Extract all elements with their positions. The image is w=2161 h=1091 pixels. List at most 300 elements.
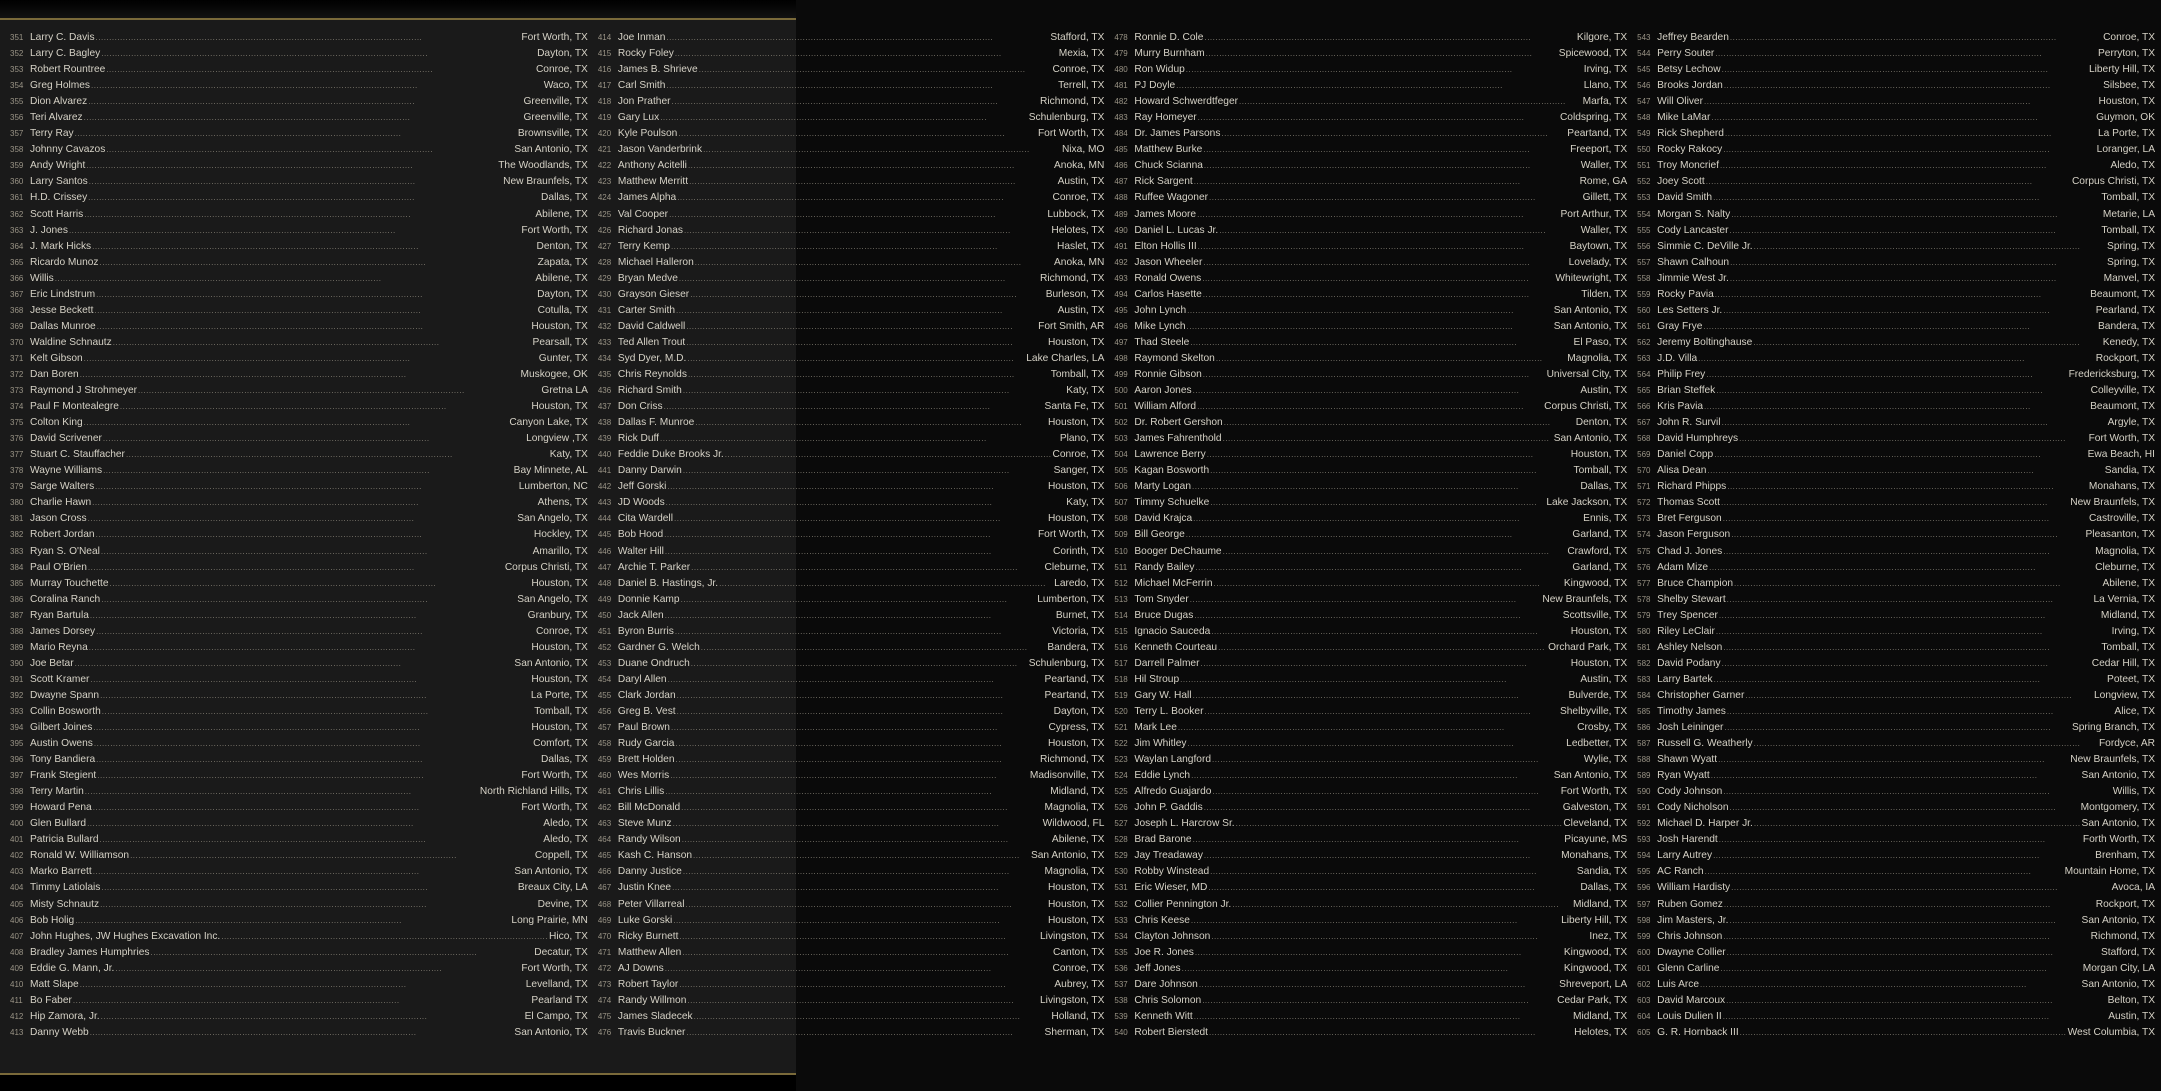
donor-name: Lawrence Berry xyxy=(1134,449,1206,461)
leader-dots xyxy=(1210,463,1572,479)
leader-dots xyxy=(1187,303,1553,319)
leader-dots xyxy=(1714,447,2086,463)
donor-location: New Braunfels, TX xyxy=(503,176,588,188)
donor-location: Fort Worth, TX xyxy=(1037,128,1105,140)
entry-number: 360 xyxy=(10,177,24,187)
donor-name: Ignacio Sauceda xyxy=(1134,625,1211,637)
leader-dots xyxy=(1192,479,1579,495)
entry-number: 393 xyxy=(10,706,24,716)
donor-name: Ricardo Munoz xyxy=(30,256,99,268)
leader-dots xyxy=(75,656,514,672)
donor-name: Adam Mize xyxy=(1657,561,1709,573)
leader-dots xyxy=(94,736,532,752)
donor-name: Daniel Copp xyxy=(1657,449,1714,461)
leader-dots xyxy=(100,255,537,271)
donor-name: Bo Faber xyxy=(30,994,72,1006)
donor-name: Rocky Foley xyxy=(617,48,674,60)
entry-number: 457 xyxy=(597,723,612,733)
entry-number: 605 xyxy=(1637,1027,1651,1037)
donor-location: Metarie, LA xyxy=(2102,208,2155,220)
donor-entry xyxy=(1114,768,1627,784)
entry-number: 384 xyxy=(10,562,24,572)
donor-entry xyxy=(1637,897,2155,913)
donor-location: Tomball, TX xyxy=(2101,192,2155,204)
entry-number: 375 xyxy=(10,418,24,428)
donor-entry xyxy=(10,46,588,62)
leader-dots xyxy=(84,110,523,126)
donor-name: Perry Souter xyxy=(1657,48,1715,60)
donor-location: Loranger, LA xyxy=(2096,144,2155,156)
donor-name: Tom Snyder xyxy=(1134,593,1189,605)
entry-number: 570 xyxy=(1637,466,1651,476)
leader-dots xyxy=(678,126,1037,142)
donor-location: Anoka, MN xyxy=(1054,160,1105,172)
donor-name: Russell G. Weatherly xyxy=(1657,738,1753,750)
donor-name: Ryan Wyatt xyxy=(1657,770,1710,782)
donor-entry xyxy=(1114,287,1627,303)
entry-number: 546 xyxy=(1637,81,1651,91)
donor-location: Dayton, TX xyxy=(537,288,588,300)
donor-location: Dayton, TX xyxy=(537,48,588,60)
donor-location: Tomball, TX xyxy=(1573,465,1628,477)
donor-name: Marty Logan xyxy=(1134,481,1192,493)
leader-dots xyxy=(84,351,538,367)
donor-name: Timmy Schuelke xyxy=(1134,497,1210,509)
donor-entry xyxy=(10,672,588,688)
donor-location: Richmond, TX xyxy=(2090,930,2155,942)
donor-name: Wayne Williams xyxy=(30,465,103,477)
donor-location: San Antonio, TX xyxy=(1553,770,1628,782)
donor-location: Holland, TX xyxy=(1051,1010,1105,1022)
donor-location: Aledo, TX xyxy=(543,834,588,846)
donor-name: Carl Smith xyxy=(617,80,666,92)
donor-entry xyxy=(598,592,1105,608)
leader-dots xyxy=(1194,608,1561,624)
donor-entry xyxy=(1114,495,1627,511)
entry-number: 391 xyxy=(10,674,24,684)
leader-dots xyxy=(1201,656,1570,672)
entry-number: 387 xyxy=(10,610,24,620)
entry-number: 567 xyxy=(1637,418,1651,428)
leader-dots xyxy=(1705,864,2064,880)
leader-dots xyxy=(87,816,542,832)
donor-location: San Antonio, TX xyxy=(2081,770,2155,782)
entry-number: 428 xyxy=(597,257,612,267)
entry-number: 514 xyxy=(1114,610,1128,620)
entry-number: 451 xyxy=(597,626,612,636)
donor-location: Houston, TX xyxy=(1570,657,1628,669)
entry-number: 532 xyxy=(1114,899,1128,909)
donor-entry xyxy=(598,62,1105,78)
entry-number: 480 xyxy=(1114,65,1128,75)
donor-location: Ledbetter, TX xyxy=(1566,738,1628,750)
donor-entry xyxy=(10,303,588,319)
donor-entry xyxy=(10,816,588,832)
entry-number: 381 xyxy=(10,514,24,524)
donor-entry xyxy=(1114,977,1627,993)
donor-location: Beaumont, TX xyxy=(2090,288,2155,300)
leader-dots xyxy=(101,592,516,608)
entry-number: 351 xyxy=(10,33,24,42)
donor-name: Dan Boren xyxy=(30,368,79,380)
donor-location: Helotes, TX xyxy=(1051,224,1105,236)
donor-name: Riley LeClair xyxy=(1657,625,1715,637)
donor-entry xyxy=(1637,415,2155,431)
entry-number: 563 xyxy=(1637,353,1651,363)
leader-dots xyxy=(1754,239,2106,255)
donor-name: Jason Cross xyxy=(30,513,87,525)
entry-number: 435 xyxy=(597,369,612,379)
donor-entry xyxy=(1637,848,2155,864)
entry-number: 454 xyxy=(597,674,612,684)
entry-number: 448 xyxy=(597,578,612,588)
donor-entry xyxy=(10,335,588,351)
donor-name: Robert Taylor xyxy=(617,978,679,990)
leader-dots xyxy=(689,174,1057,190)
entry-number: 446 xyxy=(597,546,612,556)
donor-location: Terrell, TX xyxy=(1058,80,1105,92)
donor-location: Gretna LA xyxy=(541,385,588,397)
donor-entry xyxy=(1114,929,1627,945)
donor-location: Dallas, TX xyxy=(1580,882,1628,894)
leader-dots xyxy=(86,158,497,174)
donor-location: El Campo, TX xyxy=(524,1010,588,1022)
donor-location: San Antonio, TX xyxy=(514,1026,588,1038)
top-border xyxy=(0,0,796,20)
leader-dots xyxy=(1711,110,2095,126)
entry-number: 600 xyxy=(1637,947,1651,957)
leader-dots xyxy=(101,880,516,896)
leader-dots xyxy=(1214,576,1563,592)
entry-number: 414 xyxy=(597,33,612,42)
leader-dots xyxy=(664,399,1044,415)
leader-dots xyxy=(1715,46,2097,62)
entry-number: 601 xyxy=(1637,963,1651,973)
leader-dots xyxy=(101,1009,524,1025)
entry-number: 560 xyxy=(1637,305,1651,315)
entry-number: 602 xyxy=(1637,979,1651,989)
entry-number: 404 xyxy=(10,883,24,893)
donor-name: Richard Jonas xyxy=(617,224,683,236)
donor-name: Anthony Acitelli xyxy=(617,160,687,172)
donor-location: Colleyville, TX xyxy=(2090,385,2155,397)
leader-dots xyxy=(1202,993,1556,1009)
donor-name: Josh Harendt xyxy=(1657,834,1718,846)
donor-name: Clark Jordan xyxy=(617,689,676,701)
entry-number: 455 xyxy=(597,690,612,700)
donor-entry xyxy=(10,495,588,511)
donor-location: Houston, TX xyxy=(1047,513,1105,525)
donor-location: San Antonio, TX xyxy=(2081,978,2155,990)
donor-location: Silsbee, TX xyxy=(2103,80,2155,92)
donor-entry xyxy=(1637,207,2155,223)
entry-number: 368 xyxy=(10,305,24,315)
donor-location: Fort Worth, TX xyxy=(521,770,588,782)
donor-location: Houston, TX xyxy=(531,320,588,332)
entry-number: 574 xyxy=(1637,530,1651,540)
donor-name: Mario Reyna xyxy=(30,641,88,653)
donor-name: David Krajca xyxy=(1134,513,1193,525)
donor-name: Eric Lindstrum xyxy=(30,288,96,300)
donor-location: Burleson, TX xyxy=(1045,288,1105,300)
donor-entry xyxy=(1637,784,2155,800)
donor-location: Houston, TX xyxy=(1047,481,1105,493)
donor-name: David Podany xyxy=(1657,657,1721,669)
donor-entry xyxy=(10,720,588,736)
donor-name: Duane Ondruch xyxy=(617,657,690,669)
leader-dots xyxy=(69,223,520,239)
entry-number: 441 xyxy=(597,466,612,476)
donor-entry xyxy=(10,479,588,495)
leader-dots xyxy=(694,1009,1051,1025)
entry-number: 549 xyxy=(1637,129,1651,139)
entry-number: 522 xyxy=(1114,739,1128,749)
donor-name: Booger DeChaume xyxy=(1134,545,1222,557)
donor-entry xyxy=(598,174,1105,190)
leader-dots xyxy=(671,239,1056,255)
leader-dots xyxy=(682,945,1052,961)
leader-dots xyxy=(665,784,1049,800)
donor-entry xyxy=(10,688,588,704)
donor-entry xyxy=(10,640,588,656)
leader-dots xyxy=(1714,672,2106,688)
donor-entry xyxy=(1637,880,2155,896)
donor-name: Patricia Bullard xyxy=(30,834,99,846)
donor-location: Victoria, TX xyxy=(1052,625,1105,637)
donor-name: AJ Downs xyxy=(617,962,664,974)
donor-name: Les Setters Jr. xyxy=(1657,304,1723,316)
entry-number: 545 xyxy=(1637,65,1651,75)
donor-entry xyxy=(598,977,1105,993)
donor-entry xyxy=(1114,303,1627,319)
donor-name: James Moore xyxy=(1134,208,1197,220)
donor-name: Dion Alvarez xyxy=(30,96,88,108)
leader-dots xyxy=(1723,640,2100,656)
donor-name: Matt Slape xyxy=(30,978,79,990)
donor-entry xyxy=(10,945,588,961)
entry-number: 458 xyxy=(597,739,612,749)
donor-entry xyxy=(10,158,588,174)
donor-location: Muskogee, OK xyxy=(520,368,588,380)
donor-name: Clayton Johnson xyxy=(1134,930,1211,942)
entry-number: 403 xyxy=(10,867,24,877)
donor-name: Greg B. Vest xyxy=(617,705,676,717)
entry-number: 453 xyxy=(597,658,612,668)
donor-entry xyxy=(598,351,1105,367)
leader-dots xyxy=(1212,752,1583,768)
entry-number: 361 xyxy=(10,193,24,203)
leader-dots xyxy=(1224,415,1575,431)
entry-number: 421 xyxy=(597,145,612,155)
donor-entry xyxy=(10,576,588,592)
donor-name: Johnny Cavazos xyxy=(30,144,106,156)
donor-location: Denton, TX xyxy=(1575,417,1628,429)
entry-number: 536 xyxy=(1114,963,1128,973)
leader-dots xyxy=(1727,479,2088,495)
entry-number: 429 xyxy=(597,273,612,283)
donor-entry xyxy=(598,688,1105,704)
leader-dots xyxy=(1719,832,2082,848)
donor-location: Midland, TX xyxy=(1572,1010,1628,1022)
leader-dots xyxy=(1700,977,2081,993)
donor-location: Cleburne, TX xyxy=(2095,561,2155,573)
donor-name: Marko Barrett xyxy=(30,866,92,878)
donor-name: Matthew Merritt xyxy=(617,176,689,188)
donor-location: Richmond, TX xyxy=(1040,96,1105,108)
leader-dots xyxy=(1209,1025,1573,1041)
entry-number: 491 xyxy=(1114,241,1128,251)
donor-entry xyxy=(10,624,588,640)
donor-location: Burnet, TX xyxy=(1055,609,1105,621)
donor-name: Mike Lynch xyxy=(1134,320,1186,332)
donor-location: Austin, TX xyxy=(1057,176,1105,188)
donor-entry xyxy=(1637,46,2155,62)
donor-entry xyxy=(1637,142,2155,158)
entry-number: 410 xyxy=(10,979,24,989)
donor-name: Eddie G. Mann, Jr. xyxy=(30,962,115,974)
entry-number: 397 xyxy=(10,771,24,781)
donor-name: Louis Dulien II xyxy=(1657,1010,1722,1022)
donor-location: Castroville, TX xyxy=(2088,513,2155,525)
entry-number: 592 xyxy=(1637,819,1651,829)
donor-entry xyxy=(1114,78,1627,94)
donor-entry xyxy=(1637,110,2155,126)
donor-entry xyxy=(598,447,1105,463)
donor-location: Abilene, TX xyxy=(535,208,588,220)
leader-dots xyxy=(666,495,1066,511)
leader-dots xyxy=(1734,576,2101,592)
entry-number: 585 xyxy=(1637,706,1651,716)
donor-name: Brooks Jordan xyxy=(1657,80,1723,92)
donor-location: Laredo, TX xyxy=(1054,577,1105,589)
donor-name: Misty Schnautz xyxy=(30,898,100,910)
donor-location: Pearland TX xyxy=(531,994,588,1006)
donor-name: Bruce Champion xyxy=(1657,577,1734,589)
entry-number: 437 xyxy=(597,402,612,412)
leader-dots xyxy=(1706,367,2067,383)
leader-dots xyxy=(665,544,1052,560)
donor-location: Conroe, TX xyxy=(535,64,588,76)
entry-number: 548 xyxy=(1637,113,1651,123)
entry-number: 508 xyxy=(1114,514,1128,524)
leader-dots xyxy=(91,78,543,94)
leader-dots xyxy=(1721,495,2069,511)
donor-entry xyxy=(10,752,588,768)
donor-name: Michael D. Harper Jr. xyxy=(1657,818,1753,830)
leader-dots xyxy=(1182,961,1563,977)
leader-dots xyxy=(1716,383,2089,399)
leader-dots xyxy=(1186,62,1583,78)
entry-number: 550 xyxy=(1637,145,1651,155)
donor-entry xyxy=(598,961,1105,977)
donor-entry xyxy=(1637,447,2155,463)
donor-location: Irving, TX xyxy=(1583,64,1628,76)
donor-name: James Fahrenthold xyxy=(1134,433,1222,445)
leader-dots xyxy=(1218,640,1547,656)
donor-entry xyxy=(10,30,588,46)
leader-dots xyxy=(669,207,1046,223)
entry-number: 407 xyxy=(10,931,24,941)
entry-number: 516 xyxy=(1114,642,1128,652)
donor-entry xyxy=(598,576,1105,592)
donor-name: Ronald Owens xyxy=(1134,272,1202,284)
entry-number: 463 xyxy=(597,819,612,829)
leader-dots xyxy=(668,672,1044,688)
donor-location: Tomball, TX xyxy=(534,705,588,717)
donor-entry xyxy=(1114,736,1627,752)
donor-location: Shelbyville, TX xyxy=(1559,705,1628,717)
entry-number: 433 xyxy=(597,337,612,347)
donor-entry xyxy=(598,495,1105,511)
donor-entry xyxy=(598,752,1105,768)
leader-dots xyxy=(103,463,513,479)
donor-entry xyxy=(1637,752,2155,768)
donor-location: Madisonville, TX xyxy=(1029,770,1105,782)
leader-dots xyxy=(665,961,1052,977)
donor-location: Lake Charles, LA xyxy=(1026,352,1105,364)
donor-entry xyxy=(1114,207,1627,223)
donor-entry xyxy=(598,880,1105,896)
donor-entry xyxy=(10,126,588,142)
donor-name: Steve Munz xyxy=(617,818,672,830)
donor-entry xyxy=(598,207,1105,223)
entry-number: 566 xyxy=(1637,402,1651,412)
donor-location: Livingston, TX xyxy=(1040,930,1105,942)
donor-entry xyxy=(1114,993,1627,1009)
donor-location: Magnolia, TX xyxy=(1567,352,1628,364)
donor-location: Richmond, TX xyxy=(1040,272,1105,284)
donor-name: Joseph L. Harcrow Sr. xyxy=(1134,818,1235,830)
donor-location: Lubbock, TX xyxy=(1047,208,1105,220)
donor-entry xyxy=(598,287,1105,303)
entry-number: 413 xyxy=(10,1027,24,1037)
donor-entry xyxy=(598,672,1105,688)
leader-dots xyxy=(1209,190,1582,206)
donor-name: Chris Keese xyxy=(1134,914,1190,926)
donor-entry xyxy=(10,399,588,415)
leader-dots xyxy=(1727,704,2114,720)
donor-entry xyxy=(598,768,1105,784)
leader-dots xyxy=(1223,544,1567,560)
donor-name: Aaron Jones xyxy=(1134,385,1192,397)
entry-number: 496 xyxy=(1114,321,1128,331)
donor-name: Brian Steffek xyxy=(1657,385,1716,397)
leader-dots xyxy=(1203,142,1569,158)
donor-name: Rocky Pavia xyxy=(1657,288,1714,300)
donor-entry xyxy=(598,303,1105,319)
leader-dots xyxy=(1198,110,1559,126)
donor-name: Dare Johnson xyxy=(1134,978,1198,990)
donor-location: Longview ,TX xyxy=(526,433,588,445)
leader-dots xyxy=(97,319,531,335)
donor-location: Crawford, TX xyxy=(1567,545,1628,557)
entry-number: 430 xyxy=(597,289,612,299)
donor-name: David Humphreys xyxy=(1657,433,1739,445)
donor-entry xyxy=(10,768,588,784)
donor-location: Abilene, TX xyxy=(1051,834,1105,846)
leader-dots xyxy=(1745,688,2093,704)
donor-location: Canton, TX xyxy=(1053,946,1105,958)
donor-location: Greenville, TX xyxy=(523,112,588,124)
donor-entry xyxy=(598,527,1105,543)
donor-location: San Antonio, TX xyxy=(1553,320,1628,332)
donor-entry xyxy=(1637,271,2155,287)
donor-location: Perryton, TX xyxy=(2098,48,2155,60)
entry-number: 521 xyxy=(1114,723,1128,733)
donor-entry xyxy=(10,527,588,543)
entry-number: 579 xyxy=(1637,610,1651,620)
donor-name: Waldine Schnautz xyxy=(30,336,112,348)
